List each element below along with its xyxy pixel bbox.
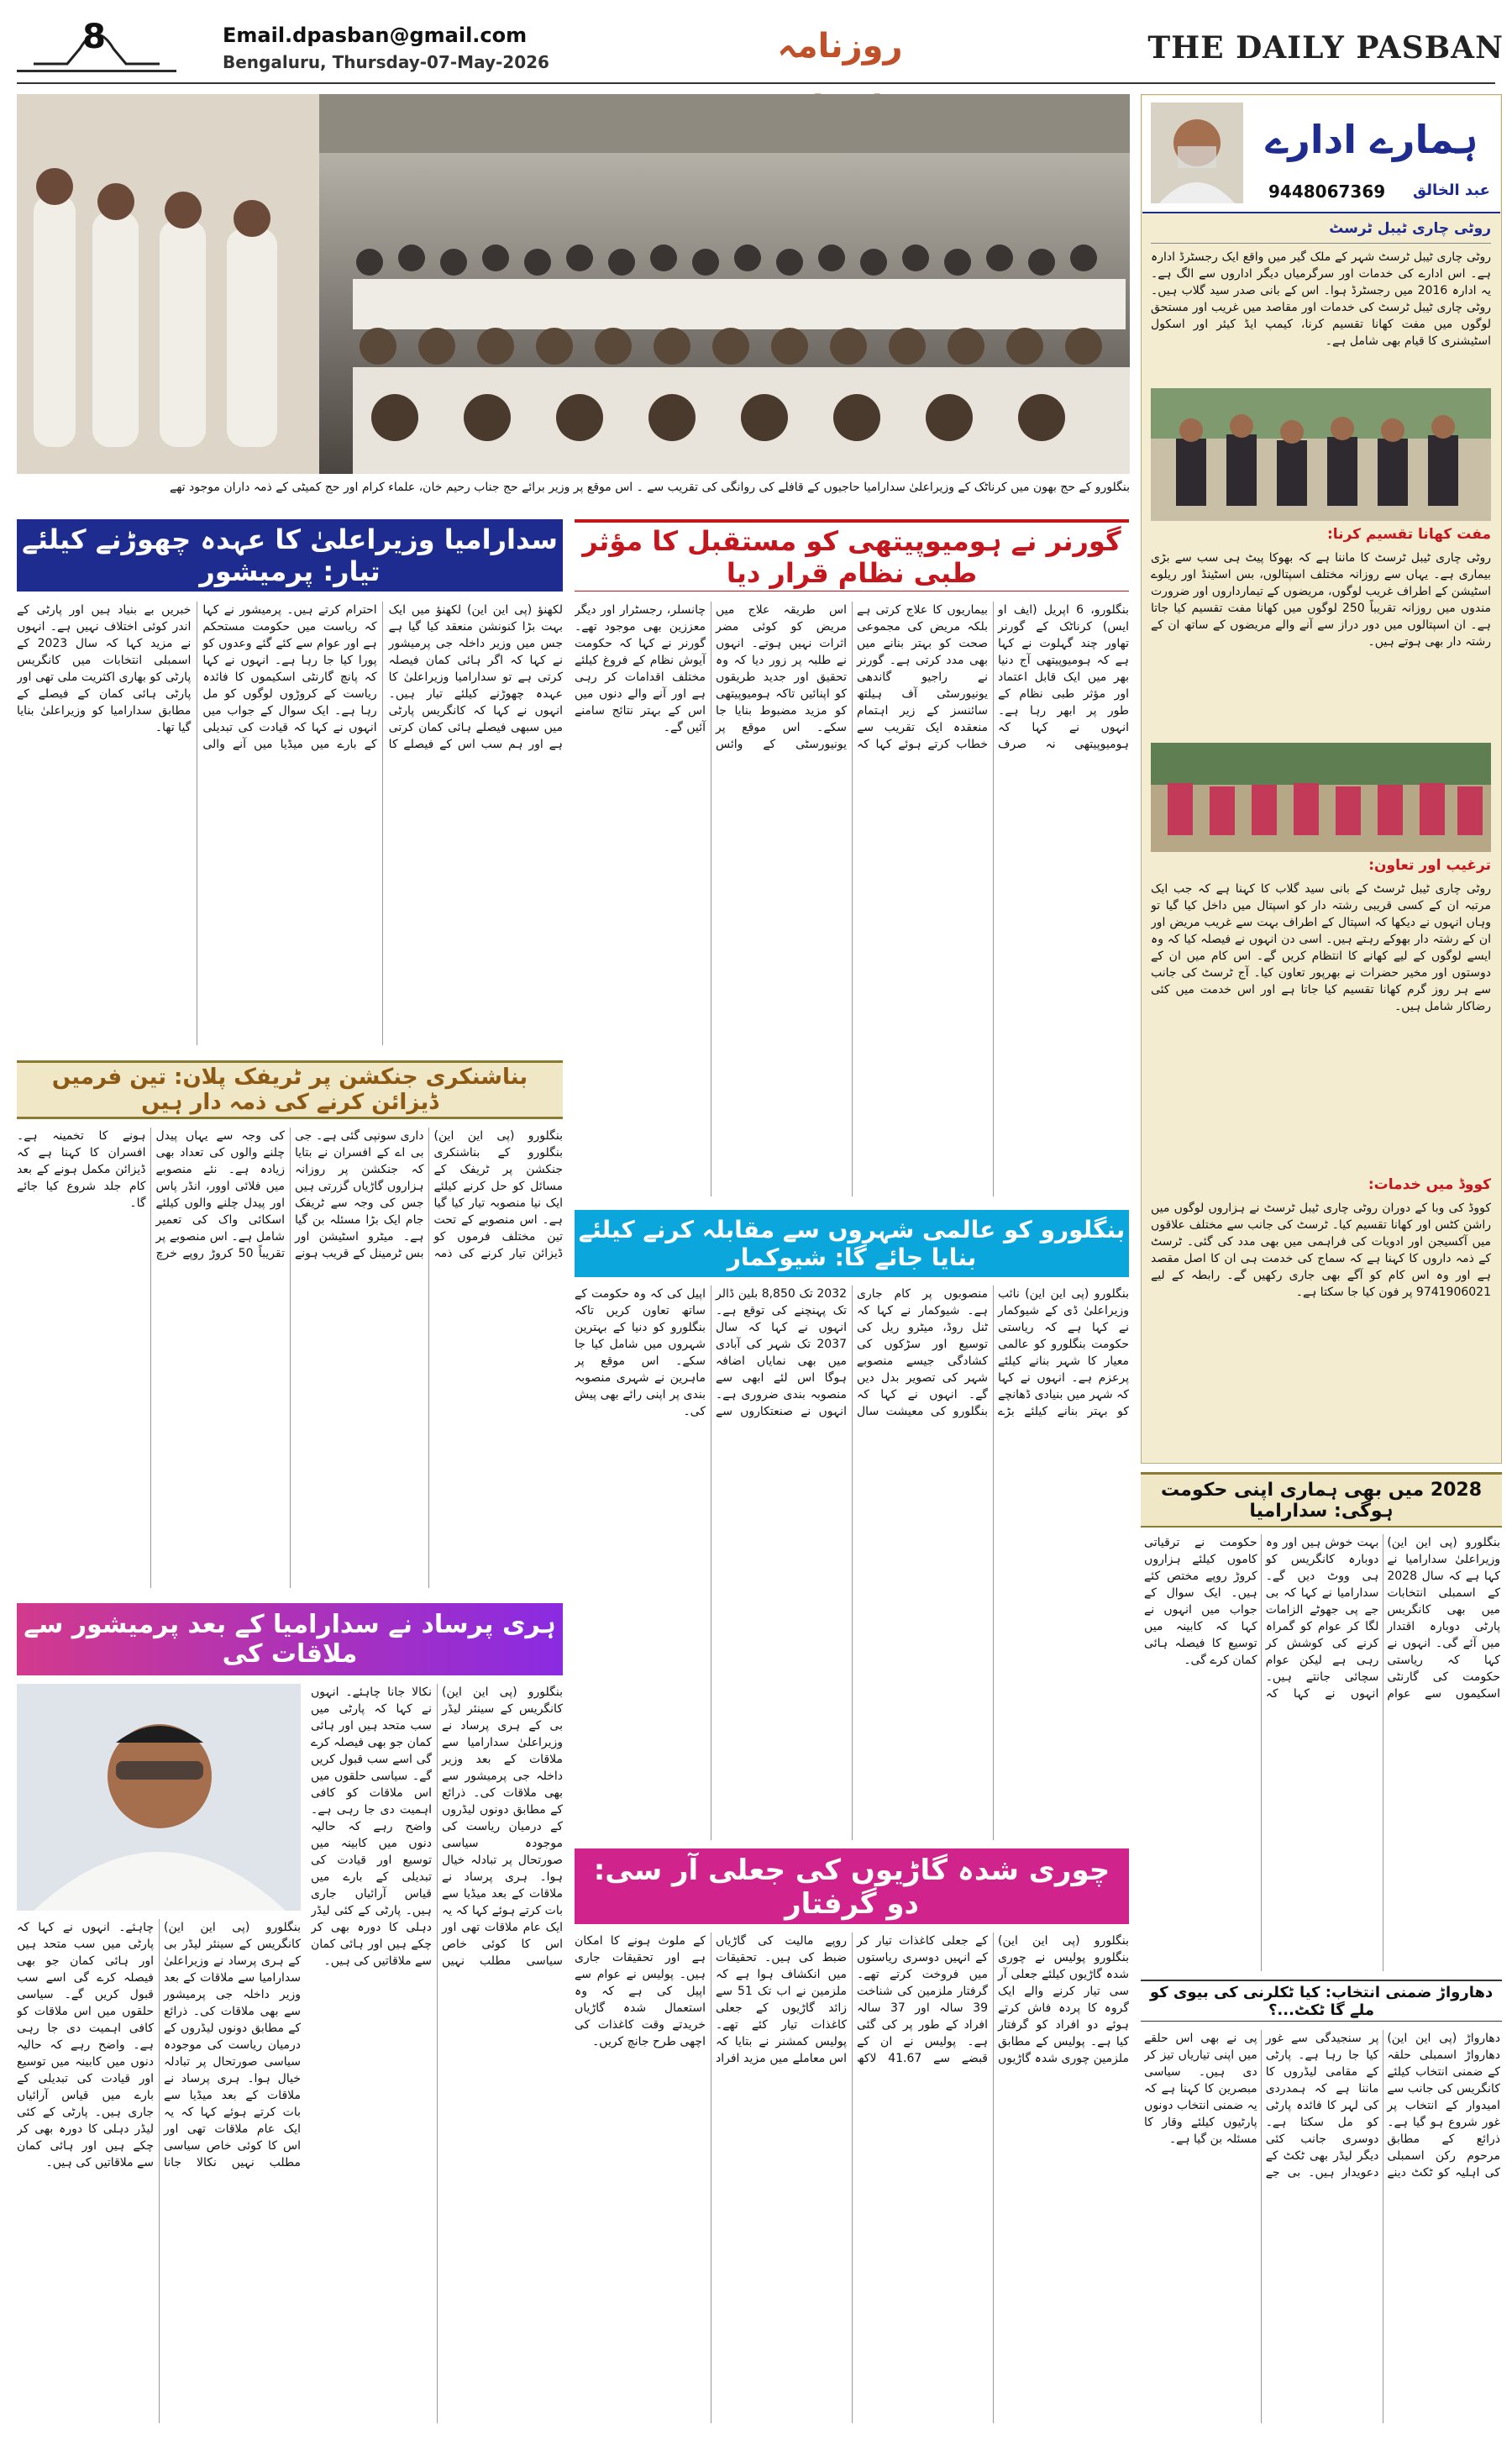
article-vehicles-body: بنگلورو (پی این این) بنگلورو پولیس نے چوری شدہ گاڑیوں کیلئے جعلی آر سی تیار کرنے والے ایک گروہ کا پردہ فاش کرتے ہوئے دو افراد کو گرفتار کیا ہے۔ پولیس کے مطابق ملزمین چوری شدہ گاڑیوں کے جعلی کاغذات تیار کر کے انہیں دوسری ریاستوں میں فروخت کرتے تھے۔ گرفتار ملزمین کی شناخت 39 سالہ اور 37 سالہ افراد کے طور پر کی گئی ہے۔ پولیس نے ان کے قبضے سے 41.67 لاکھ روپے مالیت کی گاڑیاں ضبط کی ہیں۔ تحقیقات میں انکشاف ہوا ہے کہ ملزمین نے اب تک 51 سے زائد گاڑیوں کے جعلی کاغذات تیار کئے تھے۔ پولیس کمشنر نے بتایا کہ اس معاملے میں مزید افراد کے ملوث ہونے کا امکان ہے اور تحقیقات جاری ہیں۔ پولیس نے عوام سے اپیل کی ہے کہ وہ استعمال شدہ گاڑیاں خریدتے وقت کاغذات کی اچھی طرح جانچ کریں۔ — [575, 1934, 1129, 2065]
urdu-masthead: روزنامہ — [777, 27, 903, 66]
english-masthead: THE DAILY PASBAN — [1147, 30, 1504, 66]
headline-homeopathy: گورنر نے ہومیوپیتھی کو مستقبل کا مؤثر طبی نظام قرار دیا — [575, 519, 1129, 592]
headline-hariprasad: ہری پرساد نے سدارامیا کے بعد پرمیشور سے ملاقات کی — [17, 1603, 563, 1675]
top-photo-caption: بنگلورو کے حج بھون میں کرناٹک کے وزیراعلیٰ سدارامیا حاجیوں کے قافلے کی روانگی کی تقریب سے ۔ اس موقع پر وزیر برائے حج جناب رحیم خان، علماء کرام اور حج کمیٹی کے ذمہ داران موجود تھے — [170, 481, 1130, 494]
crowd-photo-illustration — [17, 94, 1130, 474]
article-bengaluru-body: بنگلورو (پی این این) نائب وزیراعلیٰ ڈی کے شیوکمار نے کہا ہے کہ ریاستی حکومت بنگلورو کو عالمی معیار کا شہر بنانے کیلئے پرعزم ہے۔ انہوں نے کہا کہ شہر میں بنیادی ڈھانچے کو بہتر بنانے کیلئے بڑے منصوبوں پر کام جاری ہے۔ شیوکمار نے کہا کہ ٹنل روڈ، میٹرو ریل کی توسیع اور سڑکوں کی کشادگی جیسے منصوبے شہر کی تصویر بدل دیں گے۔ انہوں نے کہا کہ بنگلورو کی معیشت سال 2032 تک 8,850 بلین ڈالر تک پہنچنے کی توقع ہے۔ انہوں نے کہا کہ سال 2037 تک شہر کی آبادی میں بھی نمایاں اضافہ ہوگا اس لئے ابھی سے منصوبہ بندی ضروری ہے۔ انہوں نے صنعتکاروں سے اپیل کی کہ وہ حکومت کے ساتھ تعاون کریں تاکہ بنگلورو کو دنیا کے بہترین شہروں میں شامل کیا جا سکے۔ اس موقع پر ماہرین نے شہری منصوبہ بندی پر اپنی رائے بھی پیش کی۔ — [575, 1287, 1129, 1418]
article-homeopathy-body: بنگلورو، 6 اپریل (ایف او ایس) کرناٹک کے گورنر تھاور چند گہلوت نے کہا ہے کہ ہومیوپیتھی آج دنیا بھر میں ایک قابل اعتماد اور مؤثر طبی نظام کے طور پر ابھر رہا ہے۔ انہوں نے کہا کہ ہومیوپیتھی نہ صرف بیماریوں کا علاج کرتی ہے بلکہ مریض کی مجموعی صحت کو بہتر بنانے میں بھی مدد کرتی ہے۔ گورنر نے راجیو گاندھی یونیورسٹی آف ہیلتھ سائنسز کے زیر اہتمام منعقدہ ایک تقریب سے خطاب کرتے ہوئے کہا کہ اس طریقہ علاج میں مریض کو کوئی مضر اثرات نہیں ہوتے۔ انہوں نے طلبہ پر زور دیا کہ وہ تحقیق اور جدید طریقوں کو اپنائیں تاکہ ہومیوپیتھی کو مزید مضبوط بنایا جا سکے۔ اس موقع پر یونیورسٹی کے وائس چانسلر، رجسٹرار اور دیگر معززین بھی موجود تھے۔ گورنر نے کہا کہ حکومت آیوش نظام کے فروغ کیلئے مختلف اقدامات کر رہی ہے اور آنے والے دنوں میں اس کے بہتر نتائج سامنے آئیں گے۔ — [575, 603, 1129, 751]
editorial-phone: 9448067369 — [1268, 181, 1386, 202]
article-dharwad-body: دھارواڑ (پی این این) دھارواڑ اسمبلی حلقہ کے ضمنی انتخاب کیلئے کانگریس کی جانب سے امیدوار کے انتخاب پر غور شروع ہو گیا ہے۔ ذرائع کے مطابق مرحوم رکن اسمبلی کی اہلیہ کو ٹکٹ دینے پر سنجیدگی سے غور کیا جا رہا ہے۔ پارٹی کے مقامی لیڈروں کا ماننا ہے کہ ہمدردی کی لہر کا فائدہ پارٹی کو مل سکتا ہے۔ دوسری جانب کئی دیگر لیڈر بھی ٹکٹ کے دعویدار ہیں۔ بی جے پی نے بھی اس حلقے میں اپنی تیاریاں تیز کر دی ہیں۔ سیاسی مبصرین کا کہنا ہے کہ یہ ضمنی انتخاب دونوں پارٹیوں کیلئے وقار کا مسئلہ بن گیا ہے۔ — [1144, 2032, 1500, 2180]
editorial-author: عبد الخالق — [1413, 181, 1490, 199]
top-photo — [17, 94, 1130, 474]
editorial-sub1-text: روٹی چاری ٹیبل ٹرسٹ کا ماننا ہے کہ بھوکا پیٹ ہی سب سے بڑی بیماری ہے۔ یہاں سے روزانہ مختلف اسپتالوں، بس اسٹینڈ اور ریلوے اسٹیشن کے اطراف غریب لوگوں، مریضوں کے تیمارداروں اور ضرورت مندوں میں روزانہ تقریباً 250 لوگوں میں کھانا مفت تقسیم کیا جاتا ہے۔ ان اسپتالوں میں دور دراز سے آنے والے مریضوں کے ساتھ ان کے رشتہ دار بھی ہوتے ہیں۔ — [1151, 551, 1491, 649]
headline-vehicles: چوری شدہ گاڑیوں کی جعلی آر سی: دو گرفتار — [575, 1848, 1129, 1924]
article-siddaramaiah-body: لکھنؤ (پی این این) لکھنؤ میں ایک بہت بڑا کنونشن منعقد کیا گیا ہے جس میں وزیر داخلہ جی پرمیشور نے کہا کہ اگر ہائی کمان فیصلہ کرتی ہے تو سدارامیا وزیراعلیٰ کا عہدہ چھوڑنے کیلئے تیار ہیں۔ انہوں نے کہا کہ کانگریس پارٹی میں سبھی فیصلے ہائی کمان کرتی ہے اور ہم سب اس کے فیصلے کا احترام کرتے ہیں۔ پرمیشور نے کہا کہ ریاست میں حکومت مستحکم ہے اور عوام سے کئے گئے وعدوں کو پورا کیا جا رہا ہے۔ انہوں نے کہا کہ پانچ گارنٹی اسکیموں کا فائدہ ریاست کے کروڑوں لوگوں کو مل رہا ہے۔ ایک سوال کے جواب میں انہوں نے کہا کہ قیادت کی تبدیلی کے بارے میں میڈیا میں آنے والی خبریں بے بنیاد ہیں اور پارٹی کے اندر کوئی اختلاف نہیں ہے۔ انہوں نے مزید کہا کہ سال 2023 کے اسمبلی انتخابات میں کانگریس پارٹی کو بھاری اکثریت ملی تھی اور پارٹی ہائی کمان کے فیصلے کے مطابق سدارامیا کو وزیراعلیٰ بنایا گیا تھا۔ — [17, 603, 563, 751]
editorial-photo-1 — [1151, 388, 1491, 521]
article-junction-body: بنگلورو (پی این این) بنگلورو کے بناشنکری جنکشن پر ٹریفک کے مسائل کو حل کرنے کیلئے ایک نیا منصوبہ تیار کیا گیا ہے۔ اس منصوبے کے تحت تین مختلف فرموں کو ڈیزائن تیار کرنے کی ذمہ داری سونپی گئی ہے۔ جی بی اے کے افسران نے بتایا کہ جنکشن پر روزانہ ہزاروں گاڑیاں گزرتی ہیں جس کی وجہ سے ٹریفک جام ایک بڑا مسئلہ بن گیا ہے۔ میٹرو اسٹیشن اور بس ٹرمینل کے قریب ہونے کی وجہ سے یہاں پیدل چلنے والوں کی تعداد بھی زیادہ ہے۔ نئے منصوبے میں فلائی اوور، انڈر پاس اور پیدل چلنے والوں کیلئے اسکائی واک کی تعمیر شامل ہے۔ اس منصوبے پر تقریباً 50 کروڑ روپے خرچ ہونے کا تخمینہ ہے۔ افسران کا کہنا ہے کہ ڈیزائن مکمل ہونے کے بعد کام جلد شروع کیا جائے گا۔ — [17, 1129, 563, 1260]
header-rule — [17, 82, 1495, 84]
author-photo — [1151, 103, 1243, 203]
page-header — [0, 0, 1512, 92]
editorial-banner — [1142, 96, 1500, 213]
hariprasad-photo — [17, 1684, 301, 1911]
headline-2028: 2028 میں بھی ہماری اپنی حکومت ہوگی: سدارامیا — [1141, 1472, 1502, 1528]
editorial-subheading-1: مفت کھانا تقسیم کرنا: — [1327, 526, 1491, 543]
editorial-sub2-text: روٹی چاری ٹیبل ٹرسٹ کے بانی سید گلاب کا کہنا ہے کہ جب ایک مرتبہ ان کے کسی قریبی رشتہ دار کو اسپتال میں داخل کیا گیا تو وہاں انہوں نے دیکھا کہ اسپتال کے اطراف بہت سے غریب مریض اور ان کے رشتہ دار بھوکے رہتے ہیں۔ اسی دن انہوں نے فیصلہ کیا کہ وہ ایسے لوگوں کے لیے کھانے کا انتظام کریں گے۔ اس کام میں ان کے دوستوں اور مخیر حضرات نے بھرپور تعاون کیا۔ آج ٹرسٹ کی جانب سے ہر روز گرم کھانا تقسیم کیا جاتا ہے اور اس خدمت میں کئی رضاکار شامل ہیں۔ — [1151, 882, 1491, 1013]
article-hariprasad-body: بنگلورو (پی این این) کانگریس کے سینئر لیڈر بی کے ہری پرساد نے وزیراعلیٰ سدارامیا سے ملاقات کے بعد وزیر داخلہ جی پرمیشور سے بھی ملاقات کی۔ ذرائع کے مطابق دونوں لیڈروں کے درمیان ریاست کی موجودہ سیاسی صورتحال پر تبادلہ خیال ہوا۔ ہری پرساد نے ملاقات کے بعد میڈیا سے بات کرتے ہوئے کہا کہ یہ ایک عام ملاقات تھی اور اس کا کوئی خاص سیاسی مطلب نہیں نکالا جانا چاہئے۔ انہوں نے کہا کہ پارٹی میں سب متحد ہیں اور ہائی کمان جو بھی فیصلہ کرے گی اسے سب قبول کریں گے۔ سیاسی حلقوں میں اس ملاقات کو کافی اہمیت دی جا رہی ہے۔ واضح رہے کہ حالیہ دنوں میں کابینہ میں توسیع اور قیادت کی تبدیلی کے بارے میں قیاس آرائیاں جاری ہیں۔ پارٹی کے کئی لیڈر دہلی کا دورہ بھی کر چکے ہیں اور ہائی کمان سے ملاقاتیں کی ہیں۔ — [311, 1685, 563, 1968]
headline-siddaramaiah: سدارامیا وزیراعلیٰ کا عہدہ چھوڑنے کیلئے تیار: پرمیشور — [17, 519, 563, 592]
page-number: 8 — [82, 18, 106, 56]
article-2028-body: بنگلورو (پی این این) وزیراعلیٰ سدارامیا نے کہا ہے کہ سال 2028 کے اسمبلی انتخابات میں بھی کانگریس پارٹی دوبارہ اقتدار میں آئے گی۔ انہوں نے کہا کہ ریاستی حکومت کی گارنٹی اسکیموں سے عوام بہت خوش ہیں اور وہ دوبارہ کانگریس کو ہی ووٹ دیں گے۔ سدارامیا نے کہا کہ بی جے پی جھوٹے الزامات لگا کر عوام کو گمراہ کرنے کی کوشش کر رہی ہے لیکن عوام سچائی جانتے ہیں۔ انہوں نے کہا کہ حکومت نے ترقیاتی کاموں کیلئے ہزاروں کروڑ روپے مختص کئے ہیں۔ ایک سوال کے جواب میں انہوں نے کہا کہ کابینہ میں توسیع کا فیصلہ ہائی کمان کرے گی۔ — [1144, 1536, 1500, 1701]
article-hariprasad-body-cont: بنگلورو (پی این این) کانگریس کے سینئر لیڈر بی کے ہری پرساد نے وزیراعلیٰ سدارامیا سے ملاقات کے بعد وزیر داخلہ جی پرمیشور سے بھی ملاقات کی۔ ذرائع کے مطابق دونوں لیڈروں کے درمیان ریاست کی موجودہ سیاسی صورتحال پر تبادلہ خیال ہوا۔ ہری پرساد نے ملاقات کے بعد میڈیا سے بات کرتے ہوئے کہا کہ یہ ایک عام ملاقات تھی اور اس کا کوئی خاص سیاسی مطلب نہیں نکالا جانا چاہئے۔ انہوں نے کہا کہ پارٹی میں سب متحد ہیں اور ہائی کمان جو بھی فیصلہ کرے گی اسے سب قبول کریں گے۔ سیاسی حلقوں میں اس ملاقات کو کافی اہمیت دی جا رہی ہے۔ واضح رہے کہ حالیہ دنوں میں کابینہ میں توسیع اور قیادت کی تبدیلی کے بارے میں قیاس آرائیاں جاری ہیں۔ پارٹی کے کئی لیڈر دہلی کا دورہ بھی کر چکے ہیں اور ہائی کمان سے ملاقاتیں کی ہیں۔ — [17, 1921, 301, 2169]
headline-dharwad: دھارواڑ ضمنی انتخاب: کیا ٹکلرنی کی بیوی کو ملے گا ٹکٹ...؟ — [1141, 1980, 1502, 2022]
editorial-title: ہمارے ادارے — [1265, 117, 1478, 162]
editorial-sub3-text: کووڈ کی وبا کے دوران روٹی چاری ٹیبل ٹرسٹ نے ہزاروں لوگوں میں راشن کٹس اور کھانا تقسیم کیا۔ ٹرسٹ کی جانب سے مختلف علاقوں میں آکسیجن اور ادویات کی فراہمی میں بھی مدد کی گئی۔ ٹرسٹ کے ذمہ داروں کا کہنا ہے کہ سماج کی خدمت ہی ان کا اصل مقصد ہے اور وہ اس کام کو آگے بھی جاری رکھیں گے۔ رابطہ کے لیے 9741906021 پر فون کیا جا سکتا ہے۔ — [1151, 1202, 1491, 1299]
editorial-section-heading: روٹی چاری ٹیبل ٹرسٹ — [1151, 220, 1491, 244]
headline-bengaluru: بنگلورو کو عالمی شہروں سے مقابلہ کرنے کیلئے بنایا جائے گا: شیوکمار — [575, 1210, 1129, 1277]
editorial-subheading-2: ترغیب اور تعاون: — [1368, 857, 1491, 874]
editorial-photo-2 — [1151, 743, 1491, 852]
email: Email.dpasban@gmail.com — [223, 24, 528, 47]
editorial-body: روٹی چاری ٹیبل ٹرسٹ شہر کے ملک گیر میں واقع ایک رجسٹرڈ ادارہ ہے۔ اس ادارے کی خدمات اور سرگرمیاں دیگر اداروں سے الگ ہے۔ یہ ادارہ 2016 میں رجسٹرڈ ہوا۔ اس کے بانی صدر سید گلاب ہیں۔ روٹی چاری ٹیبل ٹرسٹ کی خدمات اور مقاصد میں غریب اور مستحق لوگوں میں مفت کھانا تقسیم کرنا، کیمپ ایڈ کیئر اور اسکول اسٹیشنری کا قیام بھی شامل ہے۔ — [1151, 250, 1491, 348]
headline-junction: بناشنکری جنکشن پر ٹریفک پلان: تین فرمیں ڈیزائن کرنے کی ذمہ دار ہیں — [17, 1060, 563, 1119]
dateline: Bengaluru, Thursday-07-May-2026 — [223, 52, 549, 72]
editorial-subheading-3: کووڈ میں خدمات: — [1368, 1176, 1491, 1193]
